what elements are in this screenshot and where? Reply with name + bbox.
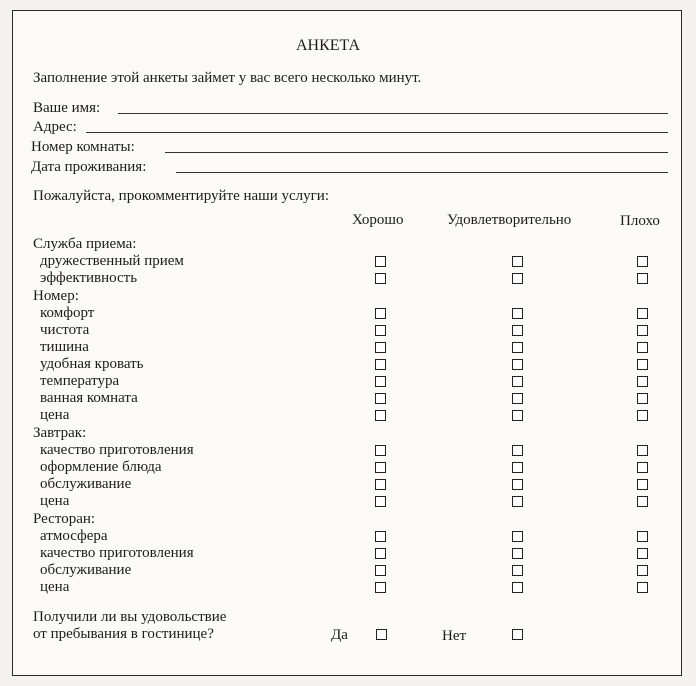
rating-checkbox-bad[interactable] [637, 359, 648, 370]
column-satisfactory: Удовлетворительно [447, 212, 572, 228]
item-reception-friendly: дружественный прием [40, 253, 184, 269]
section-breakfast: Завтрак: [33, 425, 87, 441]
rating-checkbox-satisfactory[interactable] [512, 531, 523, 542]
name-label: Ваше имя: [33, 100, 101, 116]
answer-yes-label: Да [331, 627, 348, 643]
item-room-comfort: комфорт [40, 305, 95, 321]
item-restaurant-quality: качество приготовления [40, 545, 194, 561]
stay-date-label: Дата проживания: [31, 159, 147, 175]
rating-checkbox-bad[interactable] [637, 393, 648, 404]
rating-checkbox-good[interactable] [375, 462, 386, 473]
rating-checkbox-good[interactable] [375, 565, 386, 576]
rating-checkbox-bad[interactable] [637, 410, 648, 421]
rating-checkbox-satisfactory[interactable] [512, 496, 523, 507]
rating-checkbox-good[interactable] [375, 479, 386, 490]
rating-checkbox-satisfactory[interactable] [512, 582, 523, 593]
comment-prompt: Пожалуйста, прокомментируйте наши услуги: [33, 188, 329, 204]
rating-checkbox-good[interactable] [375, 273, 386, 284]
rating-checkbox-bad[interactable] [637, 582, 648, 593]
final-question-line1: Получили ли вы удовольствие [33, 609, 227, 625]
item-room-bed: удобная кровать [40, 356, 144, 372]
item-breakfast-price: цена [40, 493, 70, 509]
rating-checkbox-bad[interactable] [637, 445, 648, 456]
stay-date-input-line[interactable] [176, 172, 668, 173]
rating-checkbox-good[interactable] [375, 582, 386, 593]
section-restaurant: Ресторан: [33, 511, 96, 527]
column-good: Хорошо [352, 212, 404, 228]
item-restaurant-price: цена [40, 579, 70, 595]
answer-yes-checkbox[interactable] [376, 629, 387, 640]
rating-checkbox-bad[interactable] [637, 325, 648, 336]
item-room-bathroom: ванная комната [40, 390, 138, 406]
column-bad: Плохо [620, 213, 660, 229]
item-room-price: цена [40, 407, 70, 423]
item-restaurant-service: обслуживание [40, 562, 132, 578]
address-label: Адрес: [33, 119, 77, 135]
rating-checkbox-bad[interactable] [637, 342, 648, 353]
form-title: АНКЕТА [296, 37, 361, 54]
item-breakfast-service: обслуживание [40, 476, 132, 492]
intro-text: Заполнение этой анкеты займет у вас всего несколько минут. [33, 70, 422, 86]
rating-checkbox-satisfactory[interactable] [512, 273, 523, 284]
rating-checkbox-satisfactory[interactable] [512, 548, 523, 559]
rating-checkbox-satisfactory[interactable] [512, 359, 523, 370]
final-question-line2: от пребывания в гостинице? [33, 626, 214, 642]
answer-no-checkbox[interactable] [512, 629, 523, 640]
room-number-input-line[interactable] [165, 152, 668, 153]
address-input-line[interactable] [86, 132, 668, 133]
rating-checkbox-satisfactory[interactable] [512, 308, 523, 319]
rating-checkbox-satisfactory[interactable] [512, 342, 523, 353]
rating-checkbox-good[interactable] [375, 325, 386, 336]
rating-checkbox-satisfactory[interactable] [512, 462, 523, 473]
section-reception: Служба приема: [33, 236, 137, 252]
rating-checkbox-good[interactable] [375, 531, 386, 542]
rating-checkbox-bad[interactable] [637, 531, 648, 542]
rating-checkbox-good[interactable] [375, 548, 386, 559]
rating-checkbox-bad[interactable] [637, 308, 648, 319]
rating-checkbox-satisfactory[interactable] [512, 376, 523, 387]
item-breakfast-quality: качество приготовления [40, 442, 194, 458]
rating-checkbox-bad[interactable] [637, 273, 648, 284]
rating-checkbox-bad[interactable] [637, 479, 648, 490]
rating-checkbox-good[interactable] [375, 376, 386, 387]
rating-checkbox-bad[interactable] [637, 565, 648, 576]
rating-checkbox-bad[interactable] [637, 376, 648, 387]
rating-checkbox-satisfactory[interactable] [512, 325, 523, 336]
rating-checkbox-bad[interactable] [637, 548, 648, 559]
rating-checkbox-good[interactable] [375, 256, 386, 267]
name-input-line[interactable] [118, 113, 668, 114]
rating-checkbox-bad[interactable] [637, 256, 648, 267]
item-room-quiet: тишина [40, 339, 89, 355]
rating-checkbox-satisfactory[interactable] [512, 410, 523, 421]
item-room-cleanliness: чистота [40, 322, 90, 338]
rating-checkbox-bad[interactable] [637, 462, 648, 473]
rating-checkbox-satisfactory[interactable] [512, 479, 523, 490]
section-room: Номер: [33, 288, 79, 304]
item-room-temperature: температура [40, 373, 120, 389]
item-breakfast-presentation: оформление блюда [40, 459, 162, 475]
rating-checkbox-satisfactory[interactable] [512, 445, 523, 456]
answer-no-label: Нет [442, 628, 467, 644]
rating-checkbox-satisfactory[interactable] [512, 393, 523, 404]
item-restaurant-atmosphere: атмосфера [40, 528, 108, 544]
rating-checkbox-good[interactable] [375, 393, 386, 404]
rating-checkbox-good[interactable] [375, 359, 386, 370]
item-reception-efficiency: эффективность [40, 270, 138, 286]
rating-checkbox-bad[interactable] [637, 496, 648, 507]
room-number-label: Номер комнаты: [31, 139, 135, 155]
rating-checkbox-good[interactable] [375, 308, 386, 319]
rating-checkbox-good[interactable] [375, 445, 386, 456]
rating-checkbox-good[interactable] [375, 496, 386, 507]
rating-checkbox-satisfactory[interactable] [512, 256, 523, 267]
rating-checkbox-satisfactory[interactable] [512, 565, 523, 576]
rating-checkbox-good[interactable] [375, 410, 386, 421]
rating-checkbox-good[interactable] [375, 342, 386, 353]
